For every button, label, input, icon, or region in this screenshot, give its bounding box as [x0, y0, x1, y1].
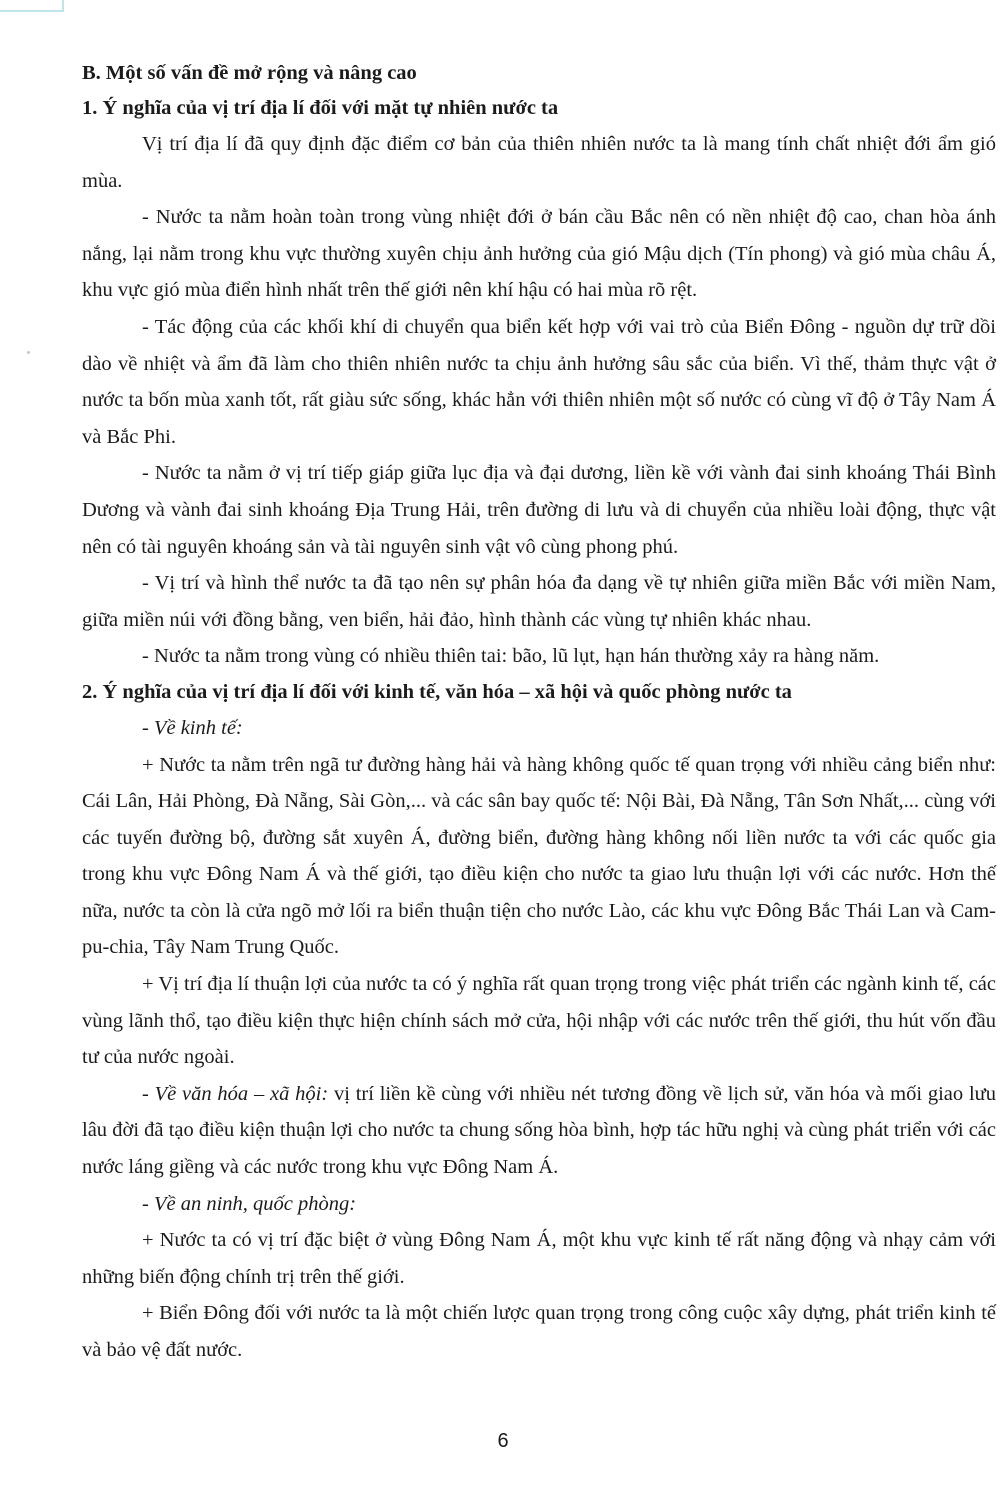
culture-label: - Về văn hóa – xã hội: [142, 1082, 329, 1105]
page-number: 6 [497, 1430, 509, 1452]
defense-paragraph: + Nước ta có vị trí đặc biệt ở vùng Đông Nam Á, một khu vực kinh tế rất năng động và nhạy cảm với những biến động chính trị trên thế giới. [82, 1229, 996, 1288]
culture-paragraph [82, 1076, 996, 1186]
corner-crop-mark [0, 0, 64, 12]
economy-paragraph: + Nước ta nằm trên ngã tư đường hàng hải và hàng không quốc tế quan trọng với nhiều cảng biển như: Cái Lân, Hải Phòng, Đà Nẵng, Sài Gòn,... và các sân bay quốc tế: Nội Bài, Đà Nẵng, Tân Sơn Nhất,... cùng với các tuyến đường bộ, đường sắt xuyên Á, đường biển, đường hàng không nối liền nước ta với các quốc gia trong khu vực Đông Nam Á và thế giới, tạo điều kiện cho nước ta giao lưu thuận lợi với các nước. Hơn thế nữa, nước ta còn là cửa ngõ mở lối ra biển thuận tiện cho nước Lào, các khu vực Đông Bắc Thái Lan và Cam-pu-chia, Tây Nam Trung Quốc. [82, 753, 996, 959]
part1-paragraph: - Vị trí và hình thể nước ta đã tạo nên sự phân hóa đa dạng về tự nhiên giữa miền Bắc với miền Nam, giữa miền núi với đồng bằng, ven biển, hải đảo, hình thành các vùng tự nhiên khác nhau. [82, 572, 996, 631]
part1-paragraph: - Nước ta nằm trong vùng có nhiều thiên tai: bão, lũ lụt, hạn hán thường xảy ra hàng năm. [142, 645, 880, 668]
margin-speck [27, 351, 30, 354]
defense-paragraph: + Biển Đông đối với nước ta là một chiến lược quan trọng trong công cuộc xây dựng, phát triển kinh tế và bảo vệ đất nước. [82, 1302, 996, 1361]
part1-paragraph: Vị trí địa lí đã quy định đặc điểm cơ bản của thiên nhiên nước ta là mang tính chất nhiệt đới ẩm gió mùa. [82, 133, 996, 192]
part1-heading: 1. Ý nghĩa của vị trí địa lí đối với mặt tự nhiên nước ta [82, 97, 559, 119]
defense-label: - Về an ninh, quốc phòng: [142, 1192, 357, 1215]
culture-text: vị trí liền kề cùng với nhiều nét tương đồng về lịch sử, văn hóa và mối giao lưu lâu đời đã tạo điều kiện thuận lợi cho nước ta chung sống hòa bình, hợp tác hữu nghị và cùng phát triển với các nước láng giềng và các nước trong khu vực Đông Nam Á. [82, 1082, 996, 1179]
part1-paragraph: - Nước ta nằm ở vị trí tiếp giáp giữa lục địa và đại dương, liền kề với vành đai sinh khoáng Thái Bình Dương và vành đai sinh khoáng Địa Trung Hải, trên đường di lưu và di chuyển của nhiều loài động, thực vật nên có tài nguyên khoáng sản và tài nguyên sinh vật vô cùng phong phú. [82, 462, 996, 558]
section-title: B. Một số vấn đề mở rộng và nâng cao [82, 62, 417, 84]
economy-label: - Về kinh tế: [142, 716, 243, 739]
economy-paragraph: + Vị trí địa lí thuận lợi của nước ta có ý nghĩa rất quan trọng trong việc phát triển các ngành kinh tế, các vùng lãnh thổ, tạo điều kiện thực hiện chính sách mở cửa, hội nhập với các nước trên thế giới, thu hút vốn đầu tư của nước ngoài. [82, 973, 996, 1069]
part1-paragraph: - Nước ta nằm hoàn toàn trong vùng nhiệt đới ở bán cầu Bắc nên có nền nhiệt độ cao, chan hòa ánh nắng, lại nằm trong khu vực thường xuyên chịu ảnh hưởng của gió Mậu dịch (Tín phong) và gió mùa châu Á, khu vực gió mùa điển hình nhất trên thế giới nên khí hậu có hai mùa rõ rệt. [82, 206, 996, 302]
page-content [82, 56, 996, 1369]
part2-heading: 2. Ý nghĩa của vị trí địa lí đối với kinh tế, văn hóa – xã hội và quốc phòng nước ta [82, 680, 792, 703]
part1-paragraph: - Tác động của các khối khí di chuyển qua biển kết hợp với vai trò của Biển Đông - nguồn dự trữ dồi dào về nhiệt và ẩm đã làm cho thiên nhiên nước ta chịu ảnh hưởng sâu sắc của biển. Vì thế, thảm thực vật ở nước ta bốn mùa xanh tốt, rất giàu sức sống, khác hẳn với thiên nhiên một số nước có cùng vĩ độ ở Tây Nam Á và Bắc Phi. [82, 315, 996, 448]
